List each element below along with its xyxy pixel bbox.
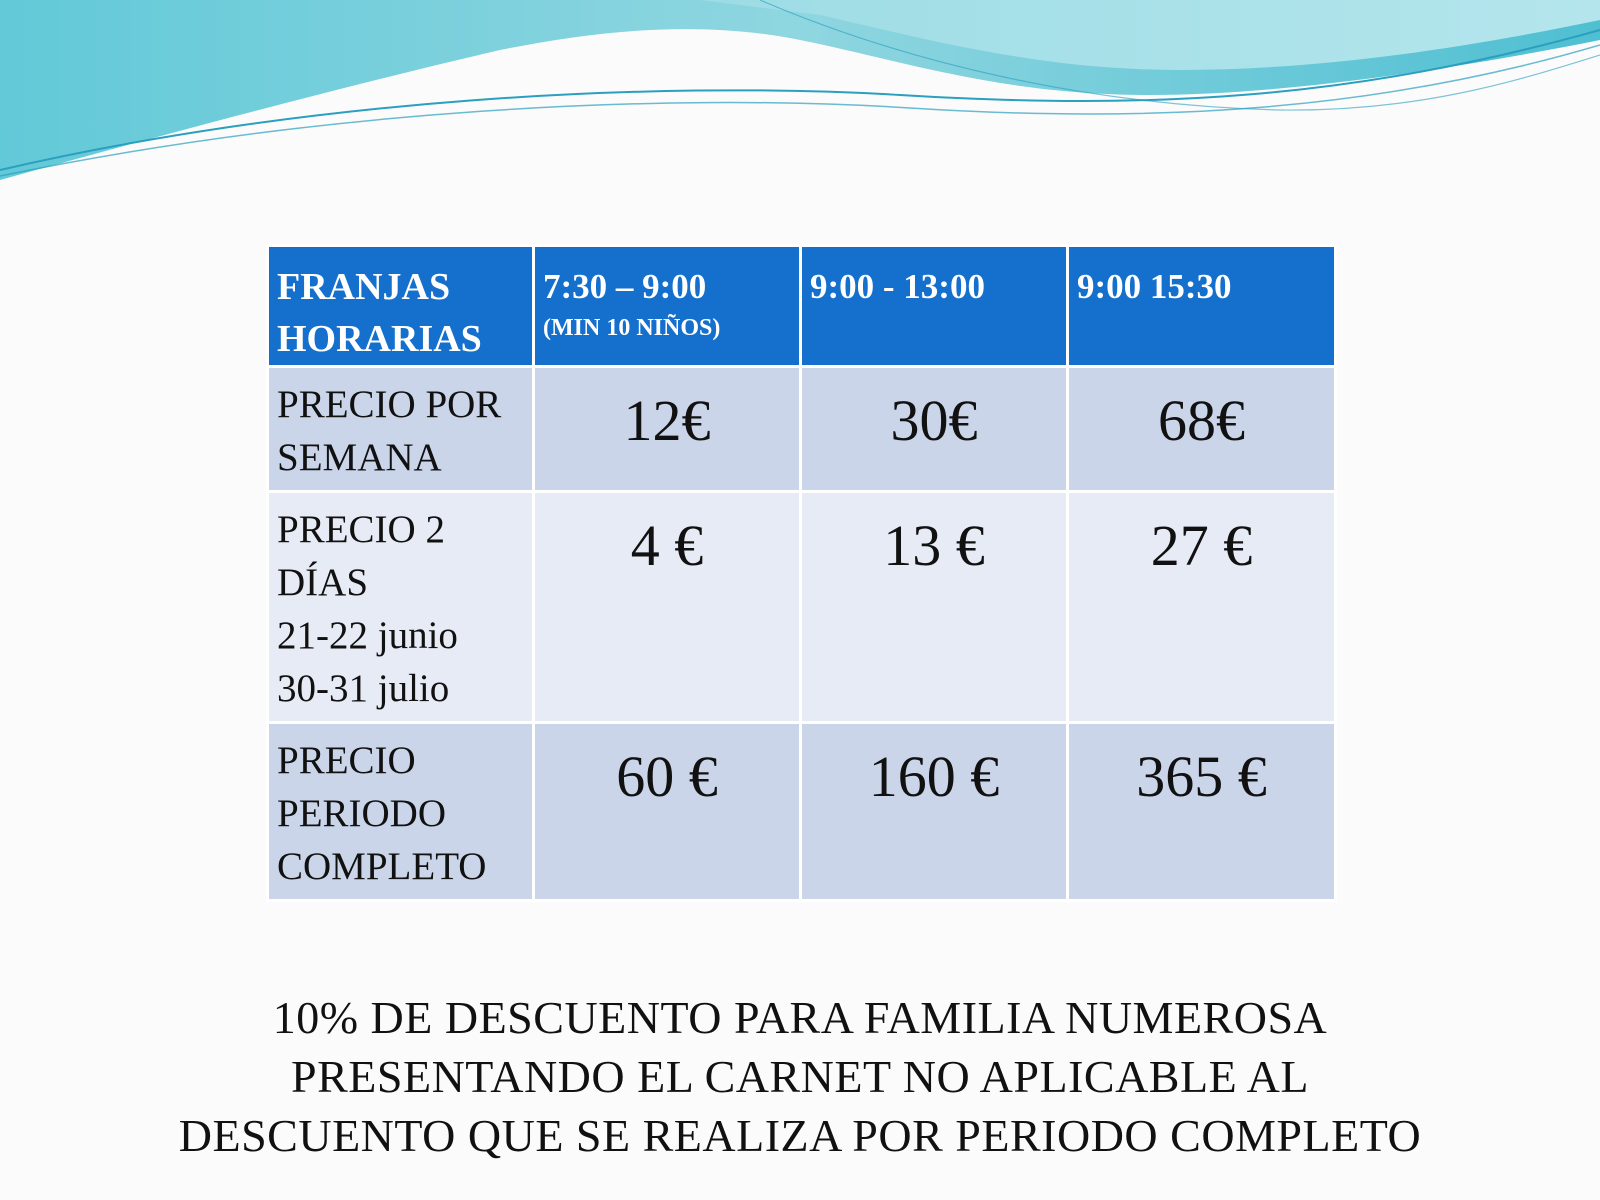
table-row-weekly <box>268 367 1336 492</box>
row-label-full-period: PRECIO PERIODO COMPLETO <box>268 723 534 901</box>
discount-line: PRESENTANDO EL CARNET NO APLICABLE AL <box>291 1051 1309 1102</box>
price-cell: 160 € <box>801 723 1068 901</box>
discount-line: 10% DE DESCUENTO PARA FAMILIA NUMEROSA <box>272 992 1328 1043</box>
header-slot-full-day: 9:00 15:30 <box>1068 246 1336 367</box>
price-cell: 12€ <box>534 367 801 492</box>
discount-line: DESCUENTO QUE SE REALIZA POR PERIODO COMPLETO <box>178 1110 1422 1161</box>
price-cell: 27 € <box>1068 492 1336 723</box>
price-cell: 30€ <box>801 367 1068 492</box>
header-slot-early: 7:30 – 9:00 (MIN 10 NIÑOS) <box>534 246 801 367</box>
row-label-two-days: PRECIO 2 DÍAS 21-22 junio 30-31 julio <box>268 492 534 723</box>
price-cell: 60 € <box>534 723 801 901</box>
wave-decoration <box>0 0 1600 190</box>
price-cell: 365 € <box>1068 723 1336 901</box>
table-header-row <box>268 246 1336 367</box>
price-cell: 68€ <box>1068 367 1336 492</box>
table-row-full-period <box>268 723 1336 901</box>
header-slot-morning: 9:00 - 13:00 <box>801 246 1068 367</box>
price-cell: 4 € <box>534 492 801 723</box>
table-row-two-days <box>268 492 1336 723</box>
price-table <box>266 244 1337 902</box>
discount-note <box>0 988 1600 1165</box>
price-cell: 13 € <box>801 492 1068 723</box>
row-label-weekly: PRECIO POR SEMANA <box>268 367 534 492</box>
header-franjas-horarias: FRANJAS HORARIAS <box>268 246 534 367</box>
